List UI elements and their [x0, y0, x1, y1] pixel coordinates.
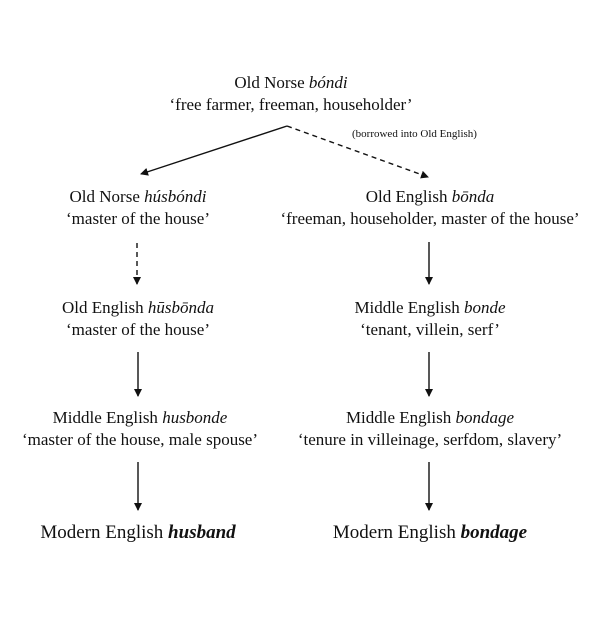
word: bondage	[460, 522, 528, 543]
word: bōnda	[451, 187, 495, 206]
word: husbonde	[162, 408, 228, 427]
right-node-3	[298, 407, 562, 451]
prefix: Old English	[365, 187, 448, 206]
arrow-root-to-left	[141, 126, 287, 174]
word: bonde	[464, 298, 506, 317]
root-gloss: ‘free farmer, freeman, householder’	[169, 95, 413, 114]
gloss: ‘freeman, householder, master of the house’	[280, 209, 580, 228]
prefix: Middle English	[345, 408, 452, 427]
word: husband	[168, 522, 236, 543]
gloss: ‘tenant, villein, serf’	[360, 320, 500, 339]
left-node-3	[22, 407, 258, 451]
right-node-1	[280, 186, 579, 230]
gloss: ‘master of the house, male spouse’	[21, 430, 259, 449]
borrow-note: (borrowed into Old English)	[352, 128, 477, 140]
prefix: Middle English	[354, 298, 460, 317]
gloss: ‘tenure in villeinage, serfdom, slavery’	[297, 430, 563, 449]
root-node	[169, 72, 412, 116]
prefix: Modern English	[40, 522, 164, 543]
word: húsbóndi	[144, 187, 207, 206]
root-prefix: Old Norse	[234, 73, 305, 92]
word: bondage	[455, 408, 515, 427]
right-node-2	[354, 297, 505, 341]
left-node-1	[66, 186, 210, 230]
prefix: Old Norse	[69, 187, 140, 206]
prefix: Modern English	[332, 522, 456, 543]
word: hūsbōnda	[147, 298, 215, 317]
gloss: ‘master of the house’	[66, 320, 210, 339]
right-node-final	[333, 522, 527, 544]
left-node-2	[62, 297, 214, 341]
prefix: Old English	[61, 298, 144, 317]
left-node-final	[40, 522, 235, 544]
prefix: Middle English	[52, 408, 158, 427]
root-word: bóndi	[308, 73, 348, 92]
gloss: ‘master of the house’	[66, 209, 210, 228]
